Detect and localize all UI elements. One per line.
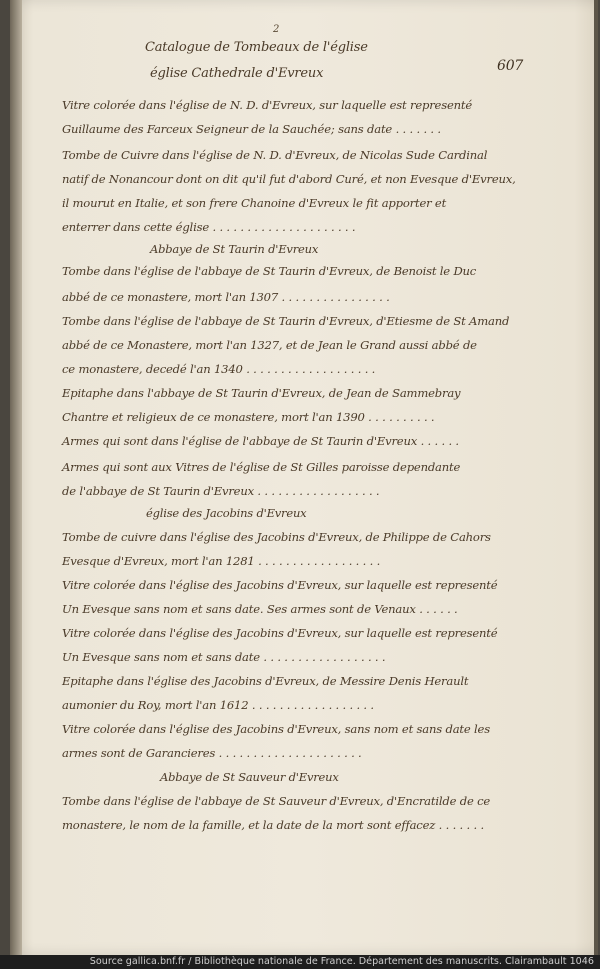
- section-heading: Abbaye de St Taurin d'Evreux: [150, 242, 319, 256]
- entry-line: abbé de ce Monastere, mort l'an 1327, et de Jean le Grand aussi abbé de: [62, 338, 477, 352]
- entry-line: enterrer dans cette église . . . . . . . . . . . . . . . . . . . . .: [62, 220, 356, 234]
- entry-line: abbé de ce monastere, mort l'an 1307 . . . . . . . . . . . . . . . .: [62, 290, 390, 304]
- entry-line: Tombe de cuivre dans l'église des Jacobins d'Evreux, de Philippe de Cahors: [62, 530, 491, 544]
- source-credit: Source gallica.bnf.fr / Bibliothèque nationale de France. Département des manuscrits. Clairambault 1046: [89, 956, 594, 967]
- entry-line: Vitre colorée dans l'église des Jacobins d'Evreux, sans nom et sans date les: [62, 722, 490, 736]
- entry-line: Tombe dans l'église de l'abbaye de St Taurin d'Evreux, de Benoist le Duc: [62, 264, 477, 278]
- entry-line: Vitre colorée dans l'église des Jacobins d'Evreux, sur laquelle est representé: [62, 626, 498, 640]
- entry-line: aumonier du Roy, mort l'an 1612 . . . . . . . . . . . . . . . . . .: [62, 698, 374, 712]
- entry-line: Vitre colorée dans l'église des Jacobins d'Evreux, sur laquelle est representé: [62, 578, 498, 592]
- entry-line: Armes qui sont aux Vitres de l'église de St Gilles paroisse dependante: [62, 460, 461, 474]
- entry-line: de l'abbaye de St Taurin d'Evreux . . . . . . . . . . . . . . . . . .: [62, 484, 380, 498]
- entry-line: ce monastere, decedé l'an 1340 . . . . . . . . . . . . . . . . . . .: [62, 362, 376, 376]
- entry-line: natif de Nonancour dont on dit qu'il fut d'abord Curé, et non Evesque d'Evreux,: [62, 172, 516, 186]
- entry-line: Un Evesque sans nom et sans date . . . . . . . . . . . . . . . . . .: [62, 650, 386, 664]
- entry-line: il mourut en Italie, et son frere Chanoine d'Evreux le fit apporter et: [62, 196, 447, 210]
- section-heading: église des Jacobins d'Evreux: [146, 506, 307, 520]
- entry-line: Epitaphe dans l'abbaye de St Taurin d'Evreux, de Jean de Sammebray: [62, 386, 461, 400]
- entry-line: Evesque d'Evreux, mort l'an 1281 . . . . . . . . . . . . . . . . . .: [62, 554, 381, 568]
- cathedral-heading: église Cathedrale d'Evreux: [150, 66, 324, 81]
- entry-line: Un Evesque sans nom et sans date. Ses armes sont de Venaux . . . . . .: [62, 602, 458, 616]
- entry-line: Tombe dans l'église de l'abbaye de St Taurin d'Evreux, d'Etiesme de St Amand: [62, 314, 510, 328]
- entry-line: monastere, le nom de la famille, et la date de la mort sont effacez . . . . . . .: [62, 818, 484, 832]
- entry-line: Armes qui sont dans l'église de l'abbaye de St Taurin d'Evreux . . . . . .: [62, 434, 459, 448]
- entry-line: Epitaphe dans l'église des Jacobins d'Evreux, de Messire Denis Herault: [62, 674, 469, 688]
- manuscript-page: [10, 0, 598, 955]
- entry-line: armes sont de Garancieres . . . . . . . . . . . . . . . . . . . . .: [62, 746, 362, 760]
- entry-line: Tombe de Cuivre dans l'église de N. D. d'Evreux, de Nicolas Sude Cardinal: [62, 148, 488, 162]
- folio-number: 607: [497, 58, 524, 74]
- entry-line: Vitre colorée dans l'église de N. D. d'Evreux, sur laquelle est representé: [62, 98, 473, 112]
- page-edge: [594, 0, 598, 955]
- page-number: 2: [273, 24, 280, 35]
- entry-line: Tombe dans l'église de l'abbaye de St Sauveur d'Evreux, d'Encratilde de ce: [62, 794, 491, 808]
- section-heading: Abbaye de St Sauveur d'Evreux: [160, 770, 339, 784]
- page-gutter: [10, 0, 22, 955]
- entry-line: Chantre et religieux de ce monastere, mort l'an 1390 . . . . . . . . . .: [62, 410, 435, 424]
- entry-line: Guillaume des Farceux Seigneur de la Sauchée; sans date . . . . . . .: [62, 122, 441, 136]
- source-footer: [0, 955, 600, 969]
- catalogue-title: Catalogue de Tombeaux de l'église: [145, 40, 368, 55]
